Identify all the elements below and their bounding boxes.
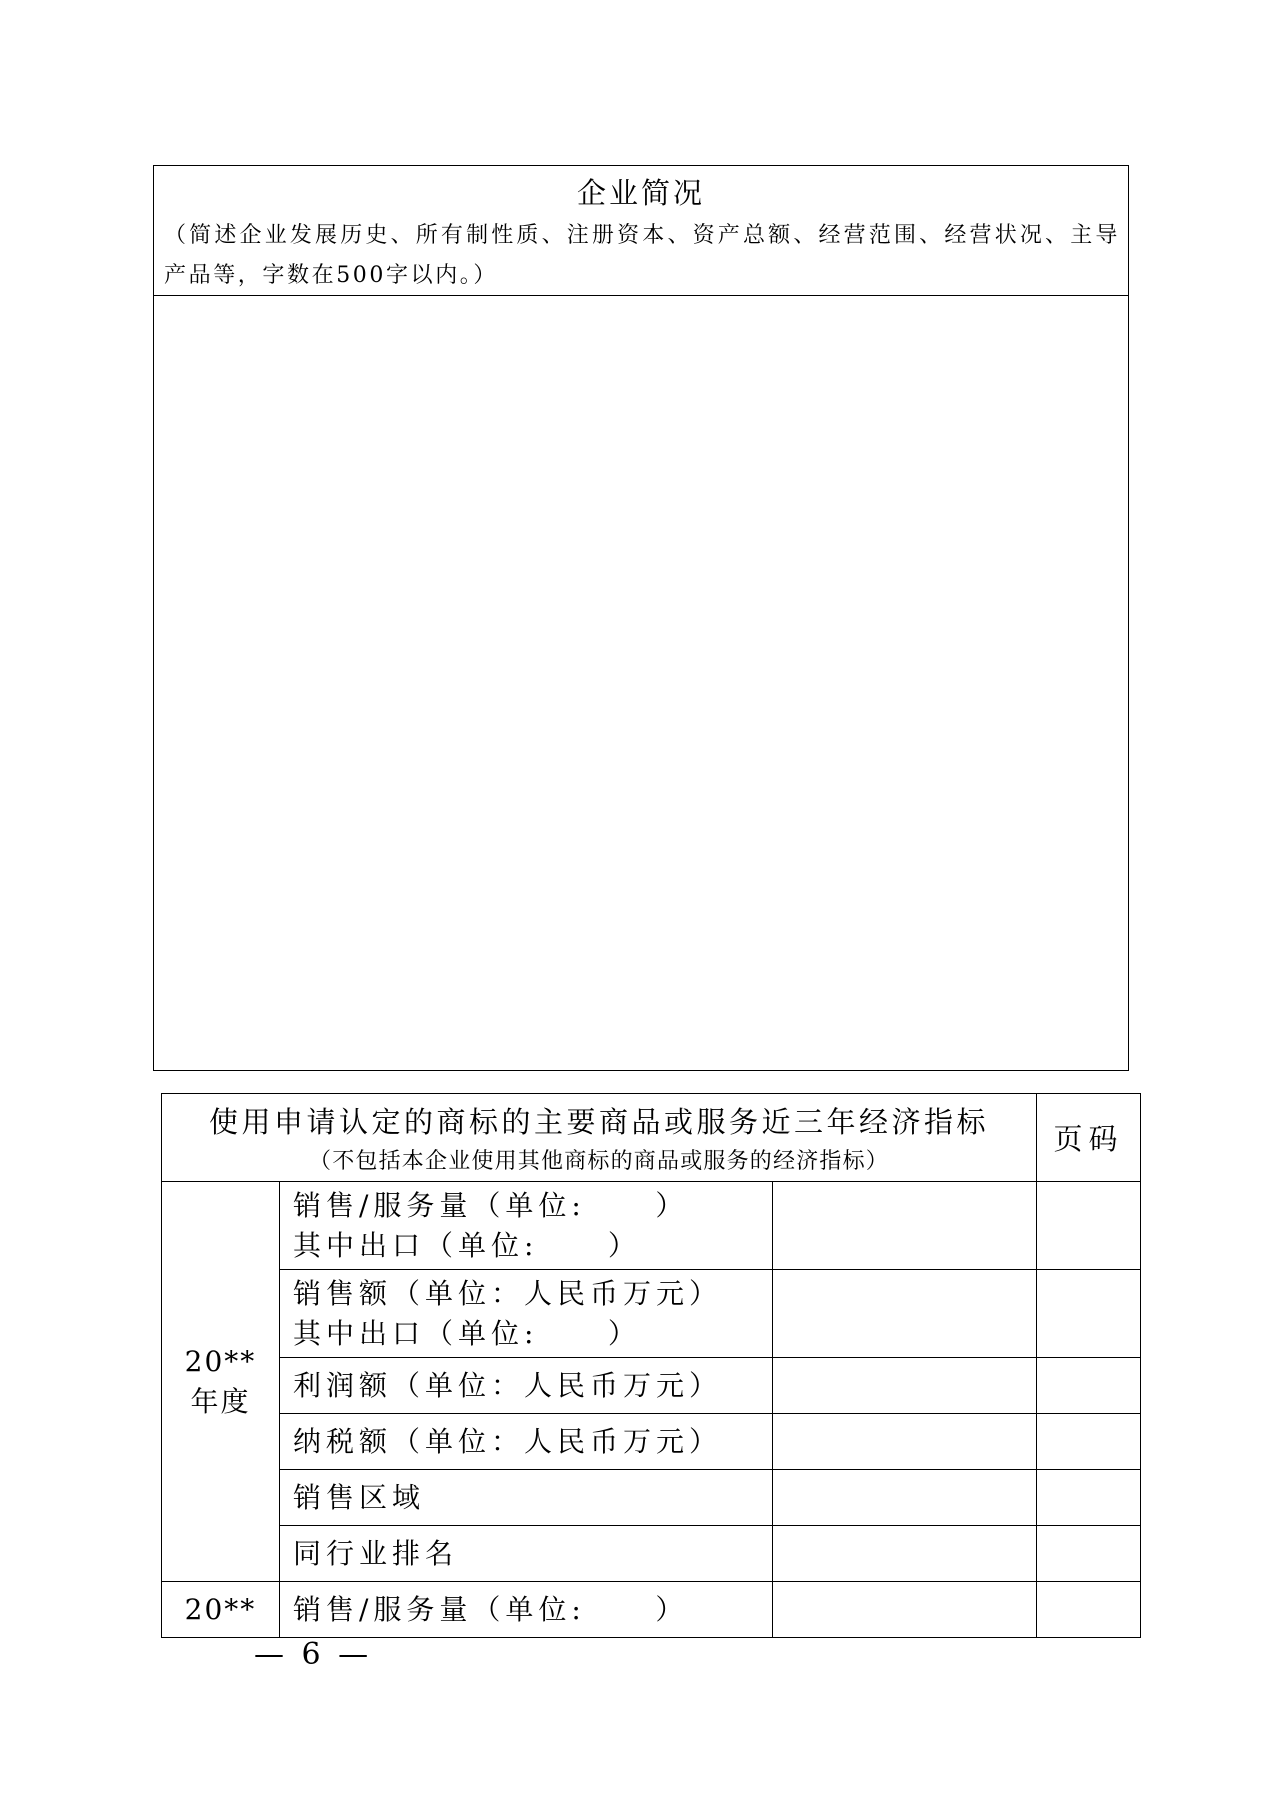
indicator-value-cell[interactable]	[773, 1270, 1037, 1358]
company-profile-section	[153, 165, 1129, 1071]
indicator-label: 纳税额（单位：人民币万元）	[280, 1414, 773, 1470]
indicator-label: 销售区域	[280, 1470, 773, 1526]
indicator-value-cell[interactable]	[773, 1582, 1037, 1638]
indicator-value-cell[interactable]	[773, 1470, 1037, 1526]
indicators-header-cell	[162, 1094, 1037, 1182]
table-row	[162, 1470, 1141, 1526]
table-row	[162, 1358, 1141, 1414]
table-row	[162, 1182, 1141, 1270]
page-number: — 6 —	[254, 1637, 373, 1672]
company-profile-input-area[interactable]	[154, 296, 1128, 1070]
economic-indicators-table	[161, 1093, 1141, 1638]
table-header-row	[162, 1094, 1141, 1182]
indicator-value-cell[interactable]	[773, 1182, 1037, 1270]
indicator-page-cell[interactable]	[1037, 1182, 1141, 1270]
table-row	[162, 1414, 1141, 1470]
company-profile-instructions: （简述企业发展历史、所有制性质、注册资本、资产总额、经营范围、经营状况、主导产品等，字数在500字以内。）	[164, 223, 1120, 288]
table-row	[162, 1582, 1141, 1638]
indicator-page-cell[interactable]	[1037, 1582, 1141, 1638]
year-label	[162, 1182, 280, 1582]
indicator-page-cell[interactable]	[1037, 1470, 1141, 1526]
indicators-note: （不包括本企业使用其他商标的商品或服务的经济指标）	[309, 1148, 890, 1174]
indicator-value-cell[interactable]	[773, 1358, 1037, 1414]
indicator-label: 销售额（单位：人民币万元） 其中出口（单位: ）	[280, 1270, 773, 1358]
indicator-page-cell[interactable]	[1037, 1414, 1141, 1470]
company-profile-header	[154, 166, 1128, 296]
indicator-label: 同行业排名	[280, 1526, 773, 1582]
table-row	[162, 1270, 1141, 1358]
indicator-label: 销售/服务量（单位: ） 其中出口（单位: ）	[280, 1182, 773, 1270]
table-row	[162, 1526, 1141, 1582]
indicator-page-cell[interactable]	[1037, 1358, 1141, 1414]
indicators-title: 使用申请认定的商标的主要商品或服务近三年经济指标	[209, 1104, 990, 1139]
indicator-label: 利润额（单位：人民币万元）	[280, 1358, 773, 1414]
indicator-value-cell[interactable]	[773, 1414, 1037, 1470]
company-profile-title: 企业简况	[576, 176, 705, 210]
indicator-label: 销售/服务量（单位: ）	[280, 1582, 773, 1638]
indicator-page-cell[interactable]	[1037, 1270, 1141, 1358]
year-label-suffix: 年度	[190, 1384, 251, 1418]
page-number-column-header: 页码	[1037, 1094, 1141, 1182]
indicator-page-cell[interactable]	[1037, 1526, 1141, 1582]
next-year-label: 20**	[162, 1582, 280, 1638]
indicator-value-cell[interactable]	[773, 1526, 1037, 1582]
year-label-number: 20**	[184, 1344, 257, 1378]
